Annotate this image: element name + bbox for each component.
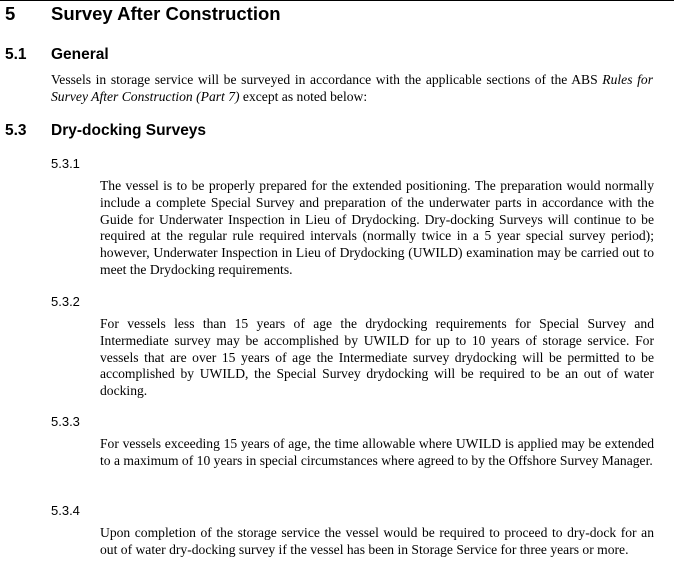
general-text-before: Vessels in storage service will be surveyed in accordance with the applicable sections of the ABS	[51, 72, 603, 87]
subsection-number-5-3-1: 5.3.1	[51, 156, 80, 171]
general-number: 5.1	[5, 46, 27, 63]
general-title: General	[51, 46, 109, 63]
general-text-after: except as noted below:	[239, 88, 368, 104]
rules-reference: Rules for Survey After Construction (Part 7)	[51, 72, 653, 104]
subsection-number-5-3-3: 5.3.3	[51, 414, 80, 429]
drydock-title: Dry-docking Surveys	[51, 122, 207, 139]
subsection-number-5-3-4: 5.3.4	[51, 503, 80, 518]
general-paragraph	[51, 72, 653, 106]
section-number: 5	[5, 3, 16, 24]
top-rule	[0, 0, 674, 1]
subsection-text-5-3-2: For vessels less than 15 years of age the drydocking requirements for Special Survey and Intermediate survey may be accomplished by UWILD for up to 10 years of storage service. For vessels that are over 15 years of age the Intermediate survey drydocking will be permitted to be accomplished by UWILD, the Special Survey drydocking will be required to be an out of water docking.	[100, 316, 654, 399]
subsection-text-5-3-1: The vessel is to be properly prepared for the extended positioning. The preparation would normally include a complete Special Survey and preparation of the underwater parts in accordance with the Guide for Underwater Inspection in Lieu of Drydocking. Dry-docking Surveys will continue to be required at the regular rule required intervals (normally twice in a 5 year special survey period); however, Underwater Inspection in Lieu of Drydocking (UWILD) examination may be carried out to meet the Drydocking requirements.	[100, 178, 654, 277]
subsection-text-5-3-3: For vessels exceeding 15 years of age, the time allowable where UWILD is applied may be extended to a maximum of 10 years in special circumstances where agreed to by the Offshore Survey Manager.	[100, 436, 654, 468]
drydock-number: 5.3	[5, 122, 27, 139]
section-title: Survey After Construction	[51, 3, 281, 24]
subsection-text-5-3-4: Upon completion of the storage service the vessel would be required to proceed to dry-dock for an out of water dry-docking survey if the vessel has been in Storage Service for three years or more.	[100, 525, 654, 557]
subsection-number-5-3-2: 5.3.2	[51, 294, 80, 309]
